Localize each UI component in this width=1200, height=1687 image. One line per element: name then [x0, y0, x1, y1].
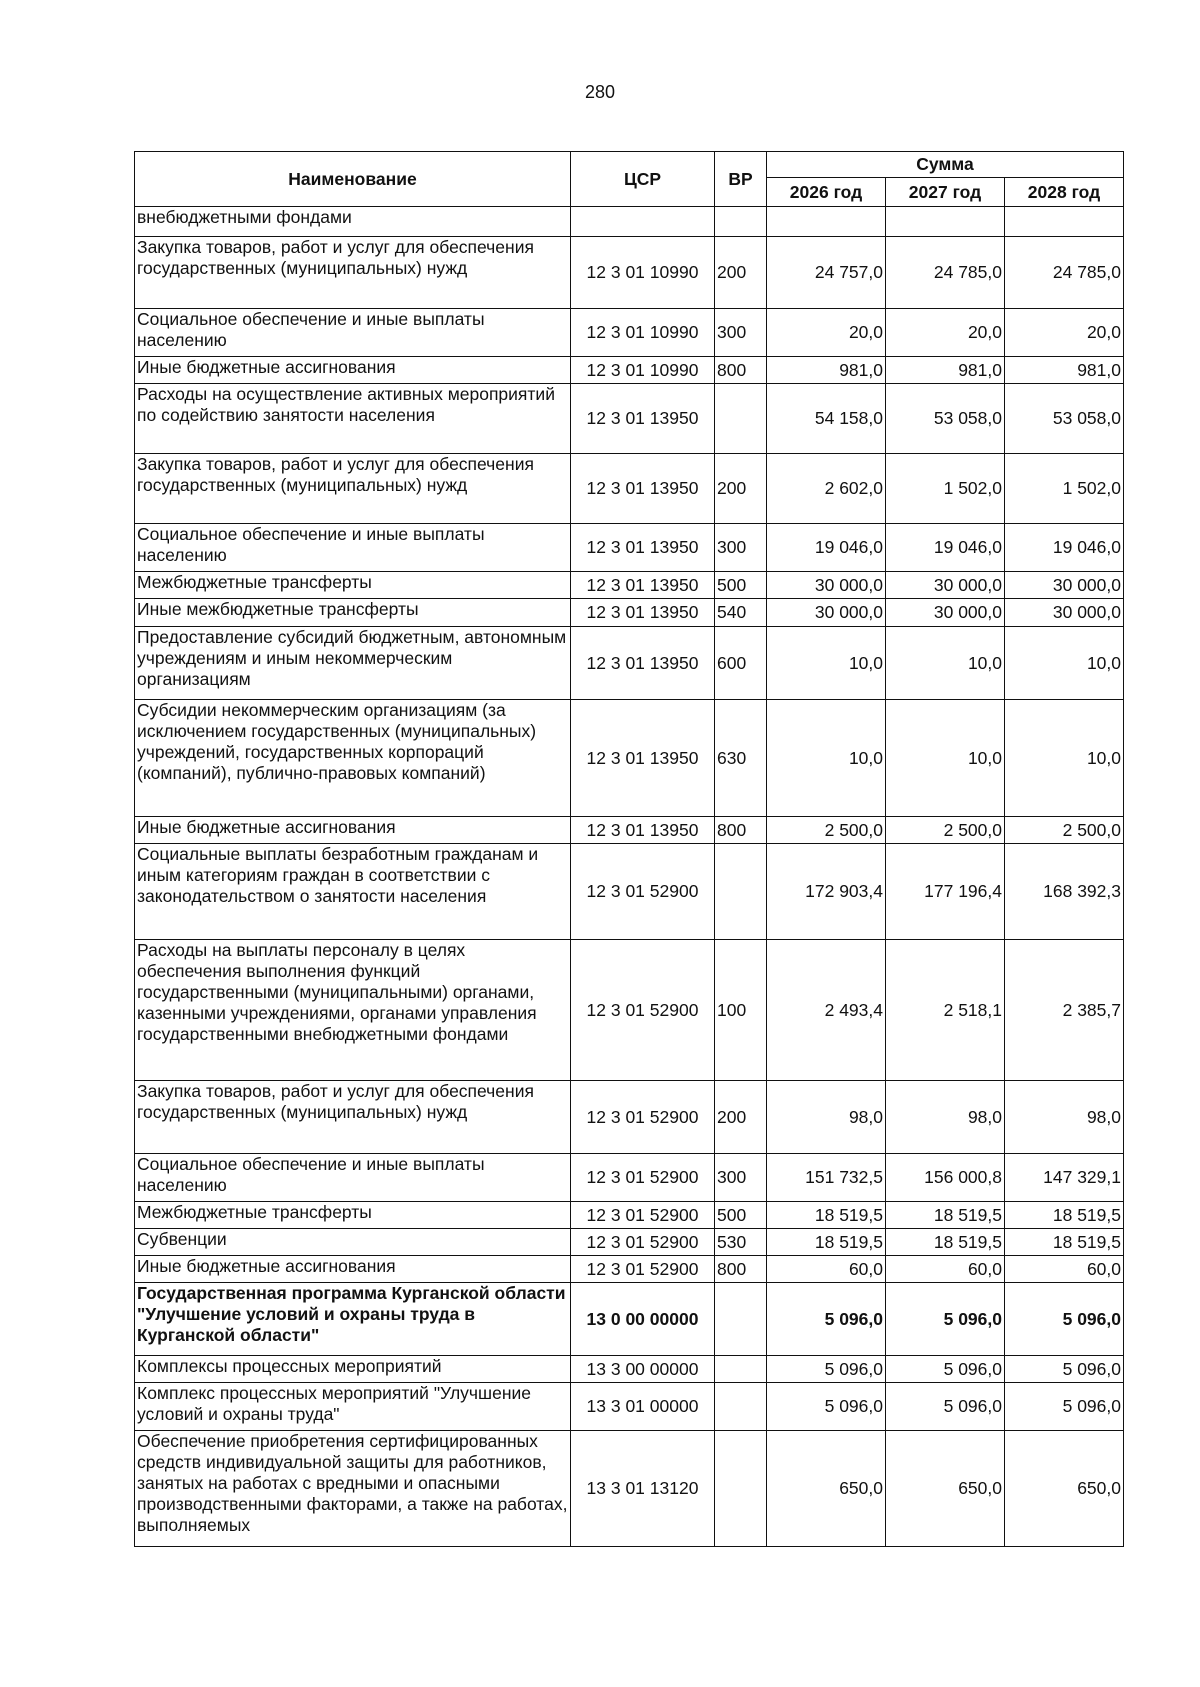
row-amount-2027: 650,0	[886, 1431, 1005, 1547]
row-amount-2026: 151 732,5	[767, 1154, 886, 1202]
table-row	[135, 940, 1124, 1081]
row-amount-2026: 54 158,0	[767, 384, 886, 454]
row-amount-2026	[767, 207, 886, 237]
table-row	[135, 1202, 1124, 1229]
row-amount-2028: 981,0	[1005, 357, 1124, 384]
row-csr: 12 3 01 13950	[571, 599, 715, 627]
row-vr	[715, 844, 767, 940]
row-amount-2027: 30 000,0	[886, 572, 1005, 599]
row-amount-2026: 5 096,0	[767, 1356, 886, 1383]
row-vr: 800	[715, 357, 767, 384]
row-amount-2026: 60,0	[767, 1256, 886, 1283]
row-amount-2027: 60,0	[886, 1256, 1005, 1283]
row-vr: 500	[715, 572, 767, 599]
row-amount-2028: 18 519,5	[1005, 1229, 1124, 1256]
row-amount-2028: 10,0	[1005, 627, 1124, 700]
table-row	[135, 599, 1124, 627]
row-vr: 200	[715, 454, 767, 524]
row-amount-2028: 24 785,0	[1005, 237, 1124, 309]
row-vr: 300	[715, 309, 767, 357]
row-amount-2028: 60,0	[1005, 1256, 1124, 1283]
row-amount-2027: 98,0	[886, 1081, 1005, 1154]
table-row	[135, 1154, 1124, 1202]
row-name: Комплекс процессных мероприятий "Улучшение условий и охраны труда"	[135, 1383, 571, 1431]
row-name: Иные бюджетные ассигнования	[135, 1256, 571, 1283]
row-vr: 800	[715, 1256, 767, 1283]
row-vr: 200	[715, 237, 767, 309]
row-amount-2026: 30 000,0	[767, 572, 886, 599]
row-amount-2027: 19 046,0	[886, 524, 1005, 572]
row-amount-2027: 1 502,0	[886, 454, 1005, 524]
row-csr: 13 0 00 00000	[571, 1283, 715, 1356]
row-amount-2028: 5 096,0	[1005, 1283, 1124, 1356]
row-name: Иные бюджетные ассигнования	[135, 817, 571, 844]
row-csr: 13 3 01 13120	[571, 1431, 715, 1547]
row-name: Межбюджетные трансферты	[135, 1202, 571, 1229]
table-row	[135, 572, 1124, 599]
page-number: 280	[584, 82, 616, 102]
row-name: Социальное обеспечение и иные выплаты населению	[135, 1154, 571, 1202]
row-amount-2027: 30 000,0	[886, 599, 1005, 627]
row-amount-2026: 981,0	[767, 357, 886, 384]
row-amount-2028: 2 500,0	[1005, 817, 1124, 844]
row-vr	[715, 1283, 767, 1356]
row-csr: 12 3 01 52900	[571, 844, 715, 940]
row-csr: 12 3 01 13950	[571, 817, 715, 844]
table-row	[135, 1229, 1124, 1256]
table-row	[135, 817, 1124, 844]
row-amount-2026: 5 096,0	[767, 1283, 886, 1356]
row-name: Государственная программа Курганской области "Улучшение условий и охраны труда в Курганской области"	[135, 1283, 571, 1356]
table-row	[135, 454, 1124, 524]
row-amount-2028: 1 502,0	[1005, 454, 1124, 524]
table-row	[135, 1283, 1124, 1356]
row-amount-2027: 156 000,8	[886, 1154, 1005, 1202]
row-name: Субсидии некоммерческим организациям (за исключением государственных (муниципальных) учреждений, государственных корпораций (компаний), публично-правовых компаний)	[135, 700, 571, 817]
row-vr: 500	[715, 1202, 767, 1229]
row-amount-2027: 981,0	[886, 357, 1005, 384]
header-name: Наименование	[135, 152, 571, 207]
row-name: внебюджетными фондами	[135, 207, 571, 237]
row-amount-2026: 2 500,0	[767, 817, 886, 844]
row-amount-2028: 20,0	[1005, 309, 1124, 357]
row-amount-2027: 2 518,1	[886, 940, 1005, 1081]
row-csr: 13 3 00 00000	[571, 1356, 715, 1383]
row-name: Социальное обеспечение и иные выплаты населению	[135, 309, 571, 357]
row-name: Субвенции	[135, 1229, 571, 1256]
row-name: Иные бюджетные ассигнования	[135, 357, 571, 384]
table-row	[135, 1081, 1124, 1154]
row-amount-2026: 10,0	[767, 627, 886, 700]
row-amount-2028: 30 000,0	[1005, 572, 1124, 599]
row-amount-2027: 10,0	[886, 700, 1005, 817]
row-amount-2027: 2 500,0	[886, 817, 1005, 844]
row-amount-2026: 18 519,5	[767, 1229, 886, 1256]
row-name: Комплексы процессных мероприятий	[135, 1356, 571, 1383]
table-row	[135, 524, 1124, 572]
row-amount-2027: 5 096,0	[886, 1283, 1005, 1356]
table-row	[135, 207, 1124, 237]
row-amount-2027: 10,0	[886, 627, 1005, 700]
row-vr: 530	[715, 1229, 767, 1256]
row-amount-2027: 5 096,0	[886, 1356, 1005, 1383]
header-year-2026: 2026 год	[767, 178, 886, 207]
row-name: Социальное обеспечение и иные выплаты населению	[135, 524, 571, 572]
row-csr: 12 3 01 13950	[571, 700, 715, 817]
row-vr: 540	[715, 599, 767, 627]
row-amount-2026: 2 602,0	[767, 454, 886, 524]
row-vr	[715, 384, 767, 454]
row-amount-2027	[886, 207, 1005, 237]
row-name: Межбюджетные трансферты	[135, 572, 571, 599]
row-name: Закупка товаров, работ и услуг для обеспечения государственных (муниципальных) нужд	[135, 454, 571, 524]
row-vr	[715, 1431, 767, 1547]
row-name: Социальные выплаты безработным гражданам и иным категориям граждан в соответствии с законодательством о занятости населения	[135, 844, 571, 940]
row-vr: 800	[715, 817, 767, 844]
row-amount-2028: 147 329,1	[1005, 1154, 1124, 1202]
row-csr: 12 3 01 10990	[571, 309, 715, 357]
row-csr: 12 3 01 52900	[571, 940, 715, 1081]
table-row	[135, 1256, 1124, 1283]
row-vr: 200	[715, 1081, 767, 1154]
row-name: Расходы на осуществление активных мероприятий по содействию занятости населения	[135, 384, 571, 454]
row-amount-2026: 98,0	[767, 1081, 886, 1154]
row-amount-2028	[1005, 207, 1124, 237]
row-name: Предоставление субсидий бюджетным, автономным учреждениям и иным некоммерческим организациям	[135, 627, 571, 700]
row-amount-2026: 5 096,0	[767, 1383, 886, 1431]
row-csr: 12 3 01 10990	[571, 237, 715, 309]
row-csr: 12 3 01 13950	[571, 572, 715, 599]
row-vr: 100	[715, 940, 767, 1081]
row-name: Расходы на выплаты персоналу в целях обеспечения выполнения функций государственными (муниципальными) органами, казенными учреждениями, органами управления государственными внебюджетными фондами	[135, 940, 571, 1081]
table-row	[135, 1356, 1124, 1383]
table-row	[135, 1383, 1124, 1431]
row-amount-2026: 172 903,4	[767, 844, 886, 940]
row-vr	[715, 1356, 767, 1383]
row-amount-2028: 168 392,3	[1005, 844, 1124, 940]
row-name: Иные межбюджетные трансферты	[135, 599, 571, 627]
table-row	[135, 844, 1124, 940]
row-vr	[715, 1383, 767, 1431]
row-amount-2027: 177 196,4	[886, 844, 1005, 940]
row-csr: 12 3 01 10990	[571, 357, 715, 384]
table-row	[135, 1431, 1124, 1547]
table-body	[135, 207, 1124, 1547]
row-vr: 630	[715, 700, 767, 817]
row-amount-2026: 18 519,5	[767, 1202, 886, 1229]
row-amount-2028: 18 519,5	[1005, 1202, 1124, 1229]
row-csr: 12 3 01 13950	[571, 384, 715, 454]
row-amount-2028: 5 096,0	[1005, 1356, 1124, 1383]
row-csr: 12 3 01 13950	[571, 627, 715, 700]
row-name: Обеспечение приобретения сертифицированных средств индивидуальной защиты для работников, занятых на работах с вредными и опасными производственными факторами, а также на работах, выполняемых	[135, 1431, 571, 1547]
row-csr: 12 3 01 13950	[571, 454, 715, 524]
row-amount-2027: 5 096,0	[886, 1383, 1005, 1431]
row-csr	[571, 207, 715, 237]
row-vr: 300	[715, 1154, 767, 1202]
row-csr: 13 3 01 00000	[571, 1383, 715, 1431]
row-vr: 300	[715, 524, 767, 572]
table-row	[135, 627, 1124, 700]
row-vr	[715, 207, 767, 237]
table-row	[135, 237, 1124, 309]
row-name: Закупка товаров, работ и услуг для обеспечения государственных (муниципальных) нужд	[135, 1081, 571, 1154]
row-amount-2028: 2 385,7	[1005, 940, 1124, 1081]
row-amount-2028: 5 096,0	[1005, 1383, 1124, 1431]
row-csr: 12 3 01 52900	[571, 1081, 715, 1154]
row-csr: 12 3 01 52900	[571, 1154, 715, 1202]
row-amount-2028: 10,0	[1005, 700, 1124, 817]
row-name: Закупка товаров, работ и услуг для обеспечения государственных (муниципальных) нужд	[135, 237, 571, 309]
row-vr: 600	[715, 627, 767, 700]
row-amount-2026: 30 000,0	[767, 599, 886, 627]
header-vr: ВР	[715, 152, 767, 207]
row-amount-2027: 20,0	[886, 309, 1005, 357]
row-amount-2027: 53 058,0	[886, 384, 1005, 454]
row-amount-2027: 24 785,0	[886, 237, 1005, 309]
header-csr: ЦСР	[571, 152, 715, 207]
row-amount-2028: 30 000,0	[1005, 599, 1124, 627]
row-amount-2028: 98,0	[1005, 1081, 1124, 1154]
header-year-2027: 2027 год	[886, 178, 1005, 207]
row-amount-2026: 10,0	[767, 700, 886, 817]
row-amount-2026: 19 046,0	[767, 524, 886, 572]
row-amount-2026: 2 493,4	[767, 940, 886, 1081]
row-amount-2028: 19 046,0	[1005, 524, 1124, 572]
table-row	[135, 357, 1124, 384]
row-csr: 12 3 01 52900	[571, 1256, 715, 1283]
row-amount-2027: 18 519,5	[886, 1229, 1005, 1256]
row-amount-2028: 650,0	[1005, 1431, 1124, 1547]
header-year-2028: 2028 год	[1005, 178, 1124, 207]
row-amount-2028: 53 058,0	[1005, 384, 1124, 454]
row-csr: 12 3 01 13950	[571, 524, 715, 572]
budget-table	[134, 151, 1124, 1547]
row-amount-2026: 650,0	[767, 1431, 886, 1547]
row-amount-2027: 18 519,5	[886, 1202, 1005, 1229]
row-amount-2026: 24 757,0	[767, 237, 886, 309]
header-sum: Сумма	[767, 152, 1124, 178]
table-row	[135, 700, 1124, 817]
row-amount-2026: 20,0	[767, 309, 886, 357]
row-csr: 12 3 01 52900	[571, 1202, 715, 1229]
table-row	[135, 384, 1124, 454]
table-row	[135, 309, 1124, 357]
row-csr: 12 3 01 52900	[571, 1229, 715, 1256]
